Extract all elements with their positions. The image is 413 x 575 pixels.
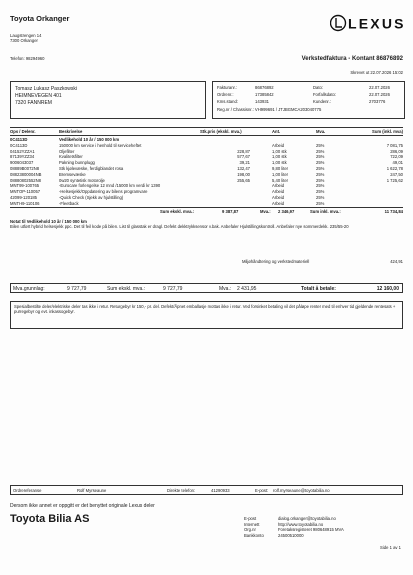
contact-value: http://www.toyotabilia.no bbox=[278, 521, 324, 527]
cell-part: 87139YZZ34 bbox=[10, 154, 35, 160]
order-no-label: Ordrenr.: bbox=[217, 92, 234, 97]
cell-unit: 577,67 bbox=[237, 154, 250, 160]
company-name: Toyota Bilia AS bbox=[10, 513, 90, 525]
cell-sum: 7 081,75 bbox=[386, 142, 403, 148]
due-date: 22.07.2026 bbox=[369, 92, 390, 97]
parts-note: Dersom ikke annet er oppgitt er det benyttet originale Lexus deler bbox=[10, 503, 155, 509]
cell-vat: 25% bbox=[316, 142, 325, 148]
cell-unit: 255,65 bbox=[237, 177, 250, 183]
cell-desc: Stk kjølevæske, ferdigblandet rosa bbox=[59, 165, 124, 171]
cell-part: 0C4113D bbox=[10, 142, 28, 148]
reg-chassis: Reg.nr / Chassisnr.: VH999691 / JTJBGMCA203040775 bbox=[217, 107, 322, 112]
table-header bbox=[10, 127, 403, 136]
contact-label: Bankkonto bbox=[244, 532, 264, 538]
cell-part: 08889B0072N8 bbox=[10, 165, 40, 171]
cell-vat: 25% bbox=[316, 160, 325, 166]
due-date-label: Forfallsdato: bbox=[313, 92, 337, 97]
contact-label: E-post bbox=[244, 516, 257, 521]
cell-unit: 198,00 bbox=[237, 171, 250, 177]
cell-desc: Vedlikehold 10 år / 150 000 km bbox=[59, 137, 120, 142]
cell-unit: 228,87 bbox=[237, 148, 250, 154]
total-ex-label: Sum ekskl. mva.: bbox=[107, 285, 146, 292]
km-label: Kms.stand: bbox=[217, 99, 238, 104]
cell-desc: Pakning bunnplugg bbox=[59, 160, 95, 166]
customer-no: 2703776 bbox=[369, 99, 386, 104]
col-desc: Beskrivelse bbox=[59, 129, 83, 134]
cell-vat: 25% bbox=[316, 194, 325, 200]
cell-vat: 25% bbox=[316, 183, 325, 189]
col-vat: Mva. bbox=[316, 129, 326, 134]
cell-desc: Oljefilter bbox=[59, 148, 75, 154]
col-unit: Stk.pris (ekskl. mva.) bbox=[200, 129, 242, 134]
customer-box bbox=[10, 81, 206, 119]
cell-desc: 150000 km service i henhold til serviceheftet bbox=[59, 142, 142, 148]
notes bbox=[10, 219, 403, 230]
cell-part: MNTH9-110106 bbox=[10, 200, 40, 206]
invoice-no: 86876892 bbox=[255, 85, 274, 90]
reference-phone-label: Direkte telefon: bbox=[167, 487, 196, 493]
cell-part: 04152YZZA1 bbox=[10, 148, 35, 154]
subtotal-line bbox=[10, 207, 403, 215]
dealer-name: Toyota Orkanger bbox=[10, 14, 70, 23]
contact-value: 24500510000 bbox=[278, 532, 304, 538]
cell-desc: Kvalitetsfilter bbox=[59, 154, 83, 160]
cell-part: 9006043037 bbox=[10, 160, 34, 166]
reference-label: Ordrereferanse bbox=[13, 487, 42, 493]
cell-sum: 722,09 bbox=[390, 154, 403, 160]
cell-qty: Arbeid bbox=[272, 142, 285, 148]
cell-part: MNTOP-110057 bbox=[10, 189, 41, 195]
company-contact bbox=[244, 516, 404, 538]
cell-qty: 1,00 liter bbox=[272, 171, 289, 177]
reference-email-label: E-post: bbox=[255, 487, 269, 493]
cell-part: 08880802552N8 bbox=[10, 177, 41, 183]
notes-title: Notat til Vedlikehold 10 år / 150 000 km bbox=[10, 219, 87, 224]
invoice-no-label: Fakturanr.: bbox=[217, 85, 238, 90]
subtotal-ex: 9 387,87 bbox=[222, 209, 239, 214]
subtotal-inc-label: Sum inkl. mva.: bbox=[310, 209, 341, 214]
cell-desc: -Fleetback bbox=[59, 200, 79, 206]
cell-qty: 1,00 stk bbox=[272, 148, 287, 154]
vat-base: 9 727,79 bbox=[67, 285, 87, 292]
contact-label: Internett bbox=[244, 521, 260, 527]
cell-vat: 25% bbox=[316, 148, 325, 154]
cell-vat: 25% bbox=[316, 200, 325, 206]
customer-no-label: Kundenr.: bbox=[313, 99, 331, 104]
invoice-title: Verkstedfaktura - Kontant 86876892 bbox=[301, 56, 403, 62]
page-number: Side 1 av 1 bbox=[380, 545, 401, 550]
date: 22.07.2026 bbox=[369, 85, 390, 90]
cell-desc: -Helsesjekk/Oppdatering av bilens programvare bbox=[59, 189, 148, 195]
dealer-address-line1: Laugstrengen 14 bbox=[10, 33, 42, 38]
cell-vat: 25% bbox=[316, 189, 325, 195]
cell-desc: 0w20 syntetisk motorolje bbox=[59, 177, 105, 183]
cell-sum: 1 725,62 bbox=[386, 177, 403, 183]
cell-qty: Arbeid bbox=[272, 194, 285, 200]
cell-part: MNT99-100765 bbox=[10, 183, 40, 189]
customer-street: HEIMNEVEGEN 401 bbox=[15, 93, 62, 99]
contact-value: dialog.orkanger@toyotabilia.no bbox=[278, 516, 336, 521]
contact-label: Org.nr bbox=[244, 527, 256, 532]
cell-vat: 25% bbox=[316, 177, 325, 183]
total-ex: 9 727,79 bbox=[163, 285, 183, 292]
environment-fee bbox=[10, 258, 403, 265]
total-due: 12 160,00 bbox=[376, 285, 399, 292]
environment-fee-value: 424,91 bbox=[390, 259, 403, 264]
cell-sum: 286,09 bbox=[390, 148, 403, 154]
cell-desc: Bremsevæske bbox=[59, 171, 86, 177]
reference-email: rolf.myrseaune@toyotabilia.no bbox=[273, 487, 330, 493]
payment-terms: Spesialbestilte deler/elektriske deler tas ikke i retur. Returgebyr kr 150,- pr. del. Defekt/Åpnet emballasje mottas ikke i retur. Ved forsinket betaling vil det påløpe renter med til enhver tid gjeldende rentesats + purregebyr og evt. inkassogebyr. bbox=[10, 301, 403, 329]
notes-text: Bilen utført hybrid helsesjekk ppc. Det til feil kode på bilen. List til glasstak er dragl. Defekt dekktrykksensor v.bak. Anbefaler Hjulstillingskontroll. Anbefaler nye sommerdekk. 235/55-20 bbox=[10, 224, 349, 230]
customer-city: 7320 FANNREM bbox=[15, 100, 52, 106]
subtotal-vat-label: Mva.: bbox=[260, 209, 271, 214]
cell-vat: 25% bbox=[316, 154, 325, 160]
date-label: Dato: bbox=[313, 85, 324, 90]
subtotal-ex-label: Sum ekskl. mva.: bbox=[160, 209, 194, 214]
cell-qty: 1,00 stk bbox=[272, 154, 287, 160]
lexus-logo-text: LEXUS bbox=[348, 15, 406, 32]
environment-fee-label: Miljøhåndtering og verkstedmateriell bbox=[242, 259, 310, 264]
totals-box bbox=[10, 283, 403, 293]
line-items bbox=[10, 137, 403, 207]
cell-vat: 25% bbox=[316, 165, 325, 171]
customer-name: Tomasz Lukasz Paszkowski bbox=[15, 86, 77, 92]
invoice-info-box bbox=[212, 81, 405, 119]
dealer-address bbox=[10, 33, 41, 44]
lexus-logo bbox=[330, 14, 406, 32]
printed-timestamp: Skrevet ut 22.07.2026 15:02 bbox=[350, 70, 403, 75]
cell-sum: 247,50 bbox=[390, 171, 403, 177]
cell-part: 0C4113D bbox=[10, 137, 28, 142]
cell-desc: -Quick Check (Sjekk av hjulstilling) bbox=[59, 194, 124, 200]
cell-unit: 39,21 bbox=[239, 160, 250, 166]
dealer-phone: Telefon: 98294960 bbox=[10, 56, 45, 61]
cell-desc: -Eurocare forlengelse 12 mnd /15000 km verdi kr 1390 bbox=[59, 183, 161, 189]
km-value: 143931 bbox=[255, 99, 269, 104]
contact-value: Foretaksregisteret 980648915 MVA bbox=[278, 527, 344, 532]
col-part: Ops / Delenr. bbox=[10, 129, 36, 134]
total-vat-label: Mva.: bbox=[219, 285, 232, 292]
total-vat: 2 431,95 bbox=[237, 285, 257, 292]
cell-unit: 132,47 bbox=[237, 165, 250, 171]
cell-part: 08823800004NB bbox=[10, 171, 42, 177]
cell-qty: 9,80 liter bbox=[272, 165, 289, 171]
vat-base-label: Mva.grunnlag: bbox=[13, 285, 45, 292]
col-sum: Sum (inkl. mva) bbox=[372, 129, 403, 134]
order-no: 17385842 bbox=[255, 92, 274, 97]
subtotal-inc: 11 734,84 bbox=[384, 209, 403, 214]
col-qty: Ant. bbox=[272, 129, 281, 134]
dealer-address-line2: 7300 Orkanger bbox=[10, 38, 38, 44]
cell-qty: 1,00 stk bbox=[272, 160, 287, 166]
cell-sum: 1 622,78 bbox=[386, 165, 403, 171]
cell-qty: Arbeid bbox=[272, 200, 285, 206]
order-reference bbox=[10, 485, 403, 495]
cell-vat: 25% bbox=[316, 171, 325, 177]
reference-phone: 41290933 bbox=[211, 487, 230, 493]
total-due-label: Totalt å betale: bbox=[301, 285, 336, 292]
cell-qty: Arbeid bbox=[272, 189, 285, 195]
table-row bbox=[10, 201, 403, 207]
cell-qty: 5,40 liter bbox=[272, 177, 289, 183]
cell-sum: 49,01 bbox=[392, 160, 403, 166]
contact-row bbox=[244, 533, 404, 539]
subtotal-vat: 2 346,97 bbox=[278, 209, 295, 214]
cell-qty: Arbeid bbox=[272, 183, 285, 189]
reference-name: Rolf Myrseaune bbox=[77, 487, 107, 493]
cell-part: 42099-120185 bbox=[10, 194, 38, 200]
